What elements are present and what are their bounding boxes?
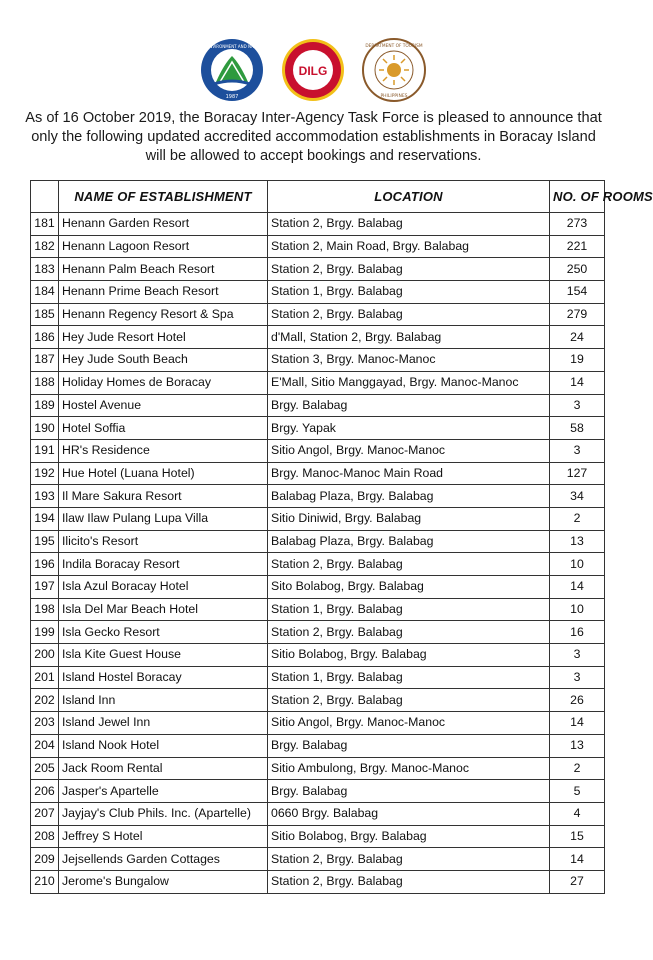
table-row xyxy=(31,303,605,326)
row-number: 206 xyxy=(31,780,59,803)
establishment-name: Isla Gecko Resort xyxy=(59,621,268,644)
establishment-name: Island Jewel Inn xyxy=(59,712,268,735)
denr-seal-text: DEPARTMENT OF ENVIRONMENT AND NATURAL RESOURCES xyxy=(172,44,292,49)
table-row xyxy=(31,666,605,689)
table-row xyxy=(31,621,605,644)
row-number: 190 xyxy=(31,417,59,440)
room-count: 14 xyxy=(550,576,605,599)
establishment-name: Henann Palm Beach Resort xyxy=(59,258,268,281)
table-row xyxy=(31,394,605,417)
row-number: 201 xyxy=(31,666,59,689)
establishment-name: Hotel Soffia xyxy=(59,417,268,440)
row-number: 187 xyxy=(31,349,59,372)
establishment-location: Brgy. Yapak xyxy=(268,417,550,440)
room-count: 3 xyxy=(550,394,605,417)
row-number: 198 xyxy=(31,598,59,621)
table-row xyxy=(31,417,605,440)
establishment-location: Balabag Plaza, Brgy. Balabag xyxy=(268,485,550,508)
room-count: 14 xyxy=(550,371,605,394)
row-number: 207 xyxy=(31,802,59,825)
room-count: 279 xyxy=(550,303,605,326)
dot-seal-text: DEPARTMENT OF TOURISM xyxy=(365,44,423,49)
table-row xyxy=(31,870,605,893)
row-number: 195 xyxy=(31,530,59,553)
room-count: 250 xyxy=(550,258,605,281)
dilg-seal-icon xyxy=(281,38,345,102)
establishment-location: 0660 Brgy. Balabag xyxy=(268,802,550,825)
room-count: 27 xyxy=(550,870,605,893)
row-number: 186 xyxy=(31,326,59,349)
establishment-name: Hostel Avenue xyxy=(59,394,268,417)
table-row xyxy=(31,507,605,530)
room-count: 154 xyxy=(550,281,605,304)
establishment-name: Il Mare Sakura Resort xyxy=(59,485,268,508)
row-number: 191 xyxy=(31,439,59,462)
establishment-location: Station 2, Brgy. Balabag xyxy=(268,689,550,712)
establishment-location: Station 2, Brgy. Balabag xyxy=(268,870,550,893)
room-count: 34 xyxy=(550,485,605,508)
room-count: 2 xyxy=(550,507,605,530)
room-count: 13 xyxy=(550,734,605,757)
establishment-location: Sitio Bolabog, Brgy. Balabag xyxy=(268,825,550,848)
table-row xyxy=(31,734,605,757)
establishment-name: Hue Hotel (Luana Hotel) xyxy=(59,462,268,485)
room-count: 13 xyxy=(550,530,605,553)
row-number: 181 xyxy=(31,213,59,236)
table-row xyxy=(31,644,605,667)
column-header-location: LOCATION xyxy=(268,181,550,213)
dot-seal-subtext: PHILIPPINES xyxy=(380,94,408,99)
announcement-text: As of 16 October 2019, the Boracay Inter-Agency Task Force is pleased to announce that only the following updated accredited accommodation establishments in Boracay Island will be allowed to accept bookings and reservations. xyxy=(25,110,602,164)
row-number: 184 xyxy=(31,281,59,304)
establishment-location: Station 2, Brgy. Balabag xyxy=(268,213,550,236)
row-number: 197 xyxy=(31,576,59,599)
room-count: 26 xyxy=(550,689,605,712)
row-number: 183 xyxy=(31,258,59,281)
table-row xyxy=(31,757,605,780)
table-row xyxy=(31,598,605,621)
establishment-name: Henann Prime Beach Resort xyxy=(59,281,268,304)
table-row xyxy=(31,439,605,462)
dot-seal-icon xyxy=(362,38,426,102)
room-count: 3 xyxy=(550,644,605,667)
establishment-name: Holiday Homes de Boracay xyxy=(59,371,268,394)
establishment-location: Station 2, Brgy. Balabag xyxy=(268,848,550,871)
establishment-name: Island Inn xyxy=(59,689,268,712)
table-row xyxy=(31,576,605,599)
accredited-establishments-table xyxy=(30,180,653,894)
row-number: 204 xyxy=(31,734,59,757)
establishment-location: Sitio Bolabog, Brgy. Balabag xyxy=(268,644,550,667)
row-number: 200 xyxy=(31,644,59,667)
establishment-location: Sito Bolabog, Brgy. Balabag xyxy=(268,576,550,599)
establishment-name: HR's Residence xyxy=(59,439,268,462)
establishment-location: Brgy. Manoc-Manoc Main Road xyxy=(268,462,550,485)
table-row xyxy=(31,780,605,803)
room-count: 10 xyxy=(550,553,605,576)
table-row xyxy=(31,349,605,372)
room-count: 14 xyxy=(550,712,605,735)
establishment-name: Ilicito's Resort xyxy=(59,530,268,553)
establishment-name: Island Nook Hotel xyxy=(59,734,268,757)
establishment-name: Island Hostel Boracay xyxy=(59,666,268,689)
table-row xyxy=(31,371,605,394)
table-row xyxy=(31,530,605,553)
establishment-name: Isla Azul Boracay Hotel xyxy=(59,576,268,599)
establishment-name: Isla Kite Guest House xyxy=(59,644,268,667)
table-row xyxy=(31,825,605,848)
establishment-location: Brgy. Balabag xyxy=(268,734,550,757)
row-number: 188 xyxy=(31,371,59,394)
table-row xyxy=(31,258,605,281)
establishment-name: Jasper's Apartelle xyxy=(59,780,268,803)
room-count: 3 xyxy=(550,666,605,689)
establishment-location: Station 2, Brgy. Balabag xyxy=(268,258,550,281)
establishment-location: Sitio Diniwid, Brgy. Balabag xyxy=(268,507,550,530)
room-count: 24 xyxy=(550,326,605,349)
establishment-location: Station 2, Brgy. Balabag xyxy=(268,303,550,326)
establishment-location: Sitio Angol, Brgy. Manoc-Manoc xyxy=(268,439,550,462)
room-count: 5 xyxy=(550,780,605,803)
establishment-location: Station 1, Brgy. Balabag xyxy=(268,666,550,689)
table-row xyxy=(31,848,605,871)
row-number: 199 xyxy=(31,621,59,644)
establishment-location: Station 2, Brgy. Balabag xyxy=(268,553,550,576)
establishment-location: Station 1, Brgy. Balabag xyxy=(268,281,550,304)
row-number: 189 xyxy=(31,394,59,417)
establishment-name: Jerome's Bungalow xyxy=(59,870,268,893)
establishment-name: Jeffrey S Hotel xyxy=(59,825,268,848)
establishment-name: Henann Regency Resort & Spa xyxy=(59,303,268,326)
room-count: 10 xyxy=(550,598,605,621)
establishment-name: Henann Lagoon Resort xyxy=(59,235,268,258)
table-row xyxy=(31,235,605,258)
establishment-name: Ilaw Ilaw Pulang Lupa Villa xyxy=(59,507,268,530)
room-count: 3 xyxy=(550,439,605,462)
establishment-name: Jejsellends Garden Cottages xyxy=(59,848,268,871)
establishment-name: Indila Boracay Resort xyxy=(59,553,268,576)
row-number: 208 xyxy=(31,825,59,848)
row-number: 203 xyxy=(31,712,59,735)
establishment-location: E'Mall, Sitio Manggayad, Brgy. Manoc-Manoc xyxy=(268,371,550,394)
column-header-name: NAME OF ESTABLISHMENT xyxy=(59,181,268,213)
table-row xyxy=(31,281,605,304)
table-row xyxy=(31,553,605,576)
dilg-seal-text: DILG xyxy=(298,64,328,78)
room-count: 16 xyxy=(550,621,605,644)
establishment-location: Sitio Angol, Brgy. Manoc-Manoc xyxy=(268,712,550,735)
establishment-location: Brgy. Balabag xyxy=(268,780,550,803)
room-count: 4 xyxy=(550,802,605,825)
establishment-location: Station 1, Brgy. Balabag xyxy=(268,598,550,621)
denr-seal-year: 1987 xyxy=(225,94,239,100)
establishment-name: Henann Garden Resort xyxy=(59,213,268,236)
establishment-name: Jack Room Rental xyxy=(59,757,268,780)
room-count: 221 xyxy=(550,235,605,258)
agency-logos xyxy=(0,38,627,104)
establishment-location: Brgy. Balabag xyxy=(268,394,550,417)
row-number: 185 xyxy=(31,303,59,326)
room-count: 127 xyxy=(550,462,605,485)
room-count: 14 xyxy=(550,848,605,871)
table-row xyxy=(31,802,605,825)
row-number: 194 xyxy=(31,507,59,530)
table-row xyxy=(31,689,605,712)
establishment-name: Hey Jude Resort Hotel xyxy=(59,326,268,349)
table-row xyxy=(31,213,605,236)
table-body xyxy=(31,213,605,894)
row-number: 196 xyxy=(31,553,59,576)
row-number: 202 xyxy=(31,689,59,712)
table-row xyxy=(31,326,605,349)
table-row xyxy=(31,485,605,508)
table-row xyxy=(31,462,605,485)
establishment-location: Station 3, Brgy. Manoc-Manoc xyxy=(268,349,550,372)
column-header-rooms: NO. OF ROOMS xyxy=(550,181,605,213)
establishment-name: Isla Del Mar Beach Hotel xyxy=(59,598,268,621)
room-count: 273 xyxy=(550,213,605,236)
denr-seal-icon xyxy=(172,38,292,102)
room-count: 2 xyxy=(550,757,605,780)
establishment-location: Balabag Plaza, Brgy. Balabag xyxy=(268,530,550,553)
row-number: 210 xyxy=(31,870,59,893)
room-count: 15 xyxy=(550,825,605,848)
row-number: 182 xyxy=(31,235,59,258)
room-count: 58 xyxy=(550,417,605,440)
column-header-number xyxy=(31,181,59,213)
establishment-location: Station 2, Brgy. Balabag xyxy=(268,621,550,644)
row-number: 209 xyxy=(31,848,59,871)
row-number: 192 xyxy=(31,462,59,485)
row-number: 205 xyxy=(31,757,59,780)
establishment-location: Station 2, Main Road, Brgy. Balabag xyxy=(268,235,550,258)
establishment-location: Sitio Ambulong, Brgy. Manoc-Manoc xyxy=(268,757,550,780)
row-number: 193 xyxy=(31,485,59,508)
establishment-name: Jayjay's Club Phils. Inc. (Apartelle) xyxy=(59,802,268,825)
establishment-name: Hey Jude South Beach xyxy=(59,349,268,372)
table-row xyxy=(31,712,605,735)
table-header-row xyxy=(31,181,605,213)
room-count: 19 xyxy=(550,349,605,372)
establishment-location: d'Mall, Station 2, Brgy. Balabag xyxy=(268,326,550,349)
